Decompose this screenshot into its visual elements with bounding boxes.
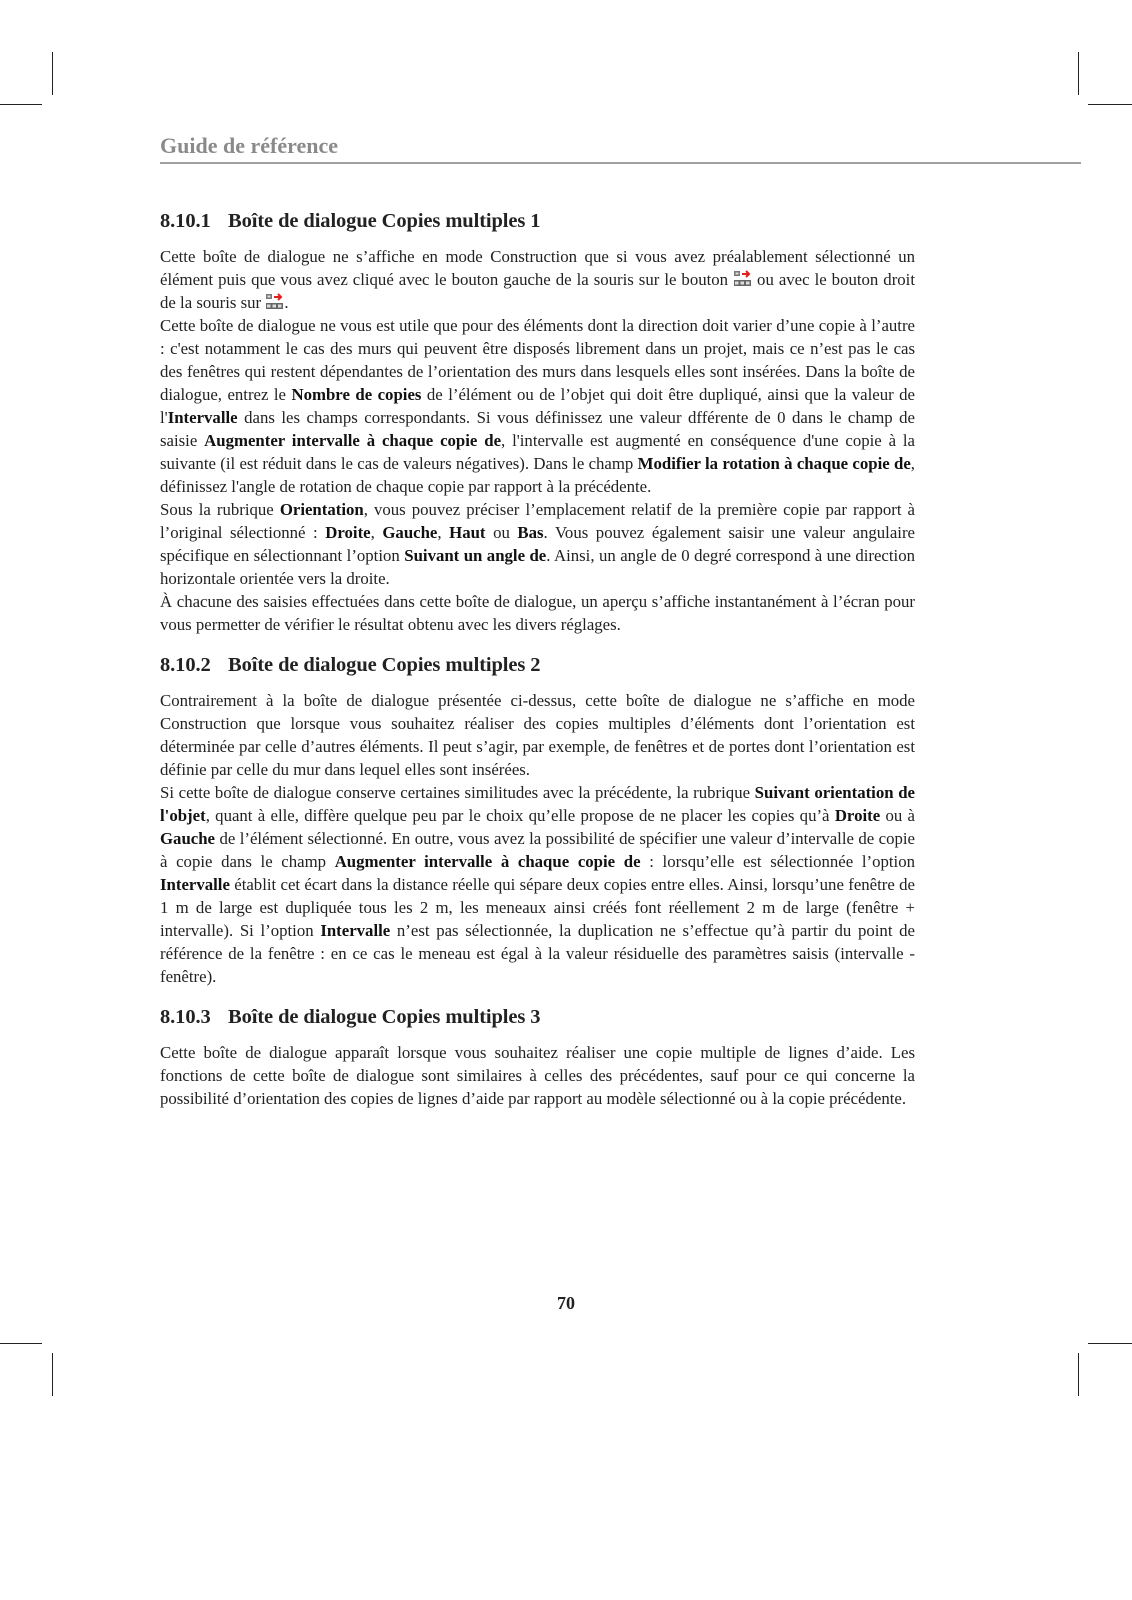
text-run: ou avec le bouton droit de la souris sur [160, 270, 915, 312]
bold-term: Gauche [160, 829, 216, 848]
text-run: Si cette boîte de dialogue conserve certaines similitudes avec la précédente, la rubrique [160, 783, 755, 802]
bold-term: Bas [517, 523, 544, 542]
section-8-10-3 [160, 1006, 915, 1110]
bold-term: Suivant orientation de l'objet [160, 783, 915, 825]
text-run: , [437, 523, 450, 542]
crop-mark-top-left-vertical [52, 52, 53, 95]
text-run: Contrairement à la boîte de dialogue présentée ci-dessus, cette boîte de dialogue ne s’affiche en mode Construction que lorsque vous souhaitez réaliser des copies multiples d’éléments dont l’orientation est déterminée par celle d’autres éléments. Il peut s’agir, par exemple, de fenêtres et de portes dont l’orientation est définie par celle du mur dans lequel elles sont insérées. [160, 691, 915, 779]
text-run: . [284, 293, 289, 312]
text-run: . Vous pouvez également saisir une valeur angulaire spécifique en sélectionnant l’option [160, 523, 915, 565]
text-run: Sous la rubrique [160, 500, 280, 519]
section-heading [160, 210, 915, 233]
crop-mark-top-left-horizontal [0, 104, 42, 105]
text-run: de l’élément sélectionné. En outre, vous avez la possibilité de spécifier une valeur d’intervalle de copie à copie dans le champ [160, 829, 915, 871]
header-rule [160, 162, 1081, 164]
crop-mark-bottom-right-vertical [1078, 1353, 1079, 1396]
text-run: Cette boîte de dialogue ne vous est utile que pour des éléments dont la direction doit varier d’une copie à l’autre : c'est notamment le cas des murs qui peuvent être disposés librement dans un projet, mais ce n’est pas le cas des fenêtres qui restent dépendantes de l’orientation des murs dans lesquels elles sont insérées. Dans la boîte de dialogue, entrez le [160, 316, 915, 404]
text-run: Cette boîte de dialogue ne s’affiche en mode Construction que si vous avez préalablement sélectionné un élément puis que vous avez cliqué avec le bouton gauche de la souris sur le bouton [160, 247, 915, 289]
section-8-10-2 [160, 654, 915, 988]
crop-mark-bottom-left-horizontal [0, 1343, 42, 1344]
paragraph [160, 590, 915, 636]
text-run: , [370, 523, 383, 542]
crop-mark-bottom-left-vertical [52, 1353, 53, 1396]
bold-term: Droite [834, 806, 881, 825]
bold-term: Augmenter intervalle à chaque copie de [204, 431, 502, 450]
page-number: 70 [557, 1293, 575, 1313]
paragraph [160, 1041, 915, 1110]
section-title: Boîte de dialogue Copies multiples 2 [228, 654, 541, 676]
text-run: À chacune des saisies effectuées dans cette boîte de dialogue, un aperçu s’affiche instantanément à l’écran pour vous permetter de vérifier le résultat obtenu avec les divers réglages. [160, 592, 915, 634]
bold-term: Intervalle [167, 408, 238, 427]
paragraph [160, 781, 915, 988]
text-run: ou à [880, 806, 916, 825]
section-number: 8.10.1 [160, 210, 211, 232]
bold-term: Haut [449, 523, 486, 542]
text-run: , vous pouvez préciser l’emplacement relatif de la première copie par rapport à l’original sélectionné : [160, 500, 915, 542]
crop-mark-top-right-vertical [1078, 52, 1079, 95]
bold-term: Gauche [382, 523, 438, 542]
text-run: ou [485, 523, 518, 542]
section-title: Boîte de dialogue Copies multiples 3 [228, 1006, 541, 1028]
section-8-10-1 [160, 210, 915, 636]
text-run: , définissez l'angle de rotation de chaque copie par rapport à la précédente. [160, 454, 915, 496]
paragraph [160, 245, 915, 314]
section-heading [160, 1006, 915, 1029]
text-run: : lorsqu’elle est sélectionnée l’option [640, 852, 915, 871]
text-run: dans les champs correspondants. Si vous définissez une valeur dfférente de 0 dans le champ de saisie [160, 408, 915, 450]
running-header: Guide de référence [160, 133, 338, 158]
text-run: n’est pas sélectionnée, la duplication ne s’effectue qu’à partir du point de référence de la fenêtre : en ce cas le meneau est égal à la valeur résiduelle des paramètres saisis (intervalle - fenêtre). [160, 921, 915, 986]
paragraph [160, 314, 915, 498]
bold-term: Intervalle [320, 921, 391, 940]
text-run: établit cet écart dans la distance réelle qui sépare deux copies entre elles. Ainsi, lorsqu’une fenêtre de 1 m de large est dupliquée tous les 2 m, les meneaux ainsi créés font réellement 2 m de large (fenêtre + intervalle). Si l’option [160, 875, 915, 940]
text-run: de l’élément ou de l’objet qui doit être dupliqué, ainsi que la valeur de l' [160, 385, 915, 427]
text-run: , l'intervalle est augmenté en conséquence d'une copie à la suivante (il est réduit dans le cas de valeurs négatives). Dans le champ [160, 431, 916, 473]
section-number: 8.10.3 [160, 1006, 211, 1028]
crop-mark-bottom-right-horizontal [1088, 1343, 1132, 1344]
crop-mark-top-right-horizontal [1088, 104, 1132, 105]
text-run: Cette boîte de dialogue apparaît lorsque vous souhaitez réaliser une copie multiple de lignes d’aide. Les fonctions de cette boîte de dialogue sont similaires à celles des précédentes, sauf pour ce qui concerne la possibilité d’orientation des copies de lignes d’aide par rapport au modèle sélectionné ou à la copie précédente. [160, 1043, 915, 1108]
section-title: Boîte de dialogue Copies multiples 1 [228, 210, 541, 232]
paragraph [160, 498, 915, 590]
section-heading [160, 654, 915, 677]
page-content [160, 210, 915, 1128]
bold-term: Augmenter intervalle à chaque copie de [334, 852, 641, 871]
text-run: , quant à elle, diffère quelque peu par le choix qu’elle propose de ne placer les copies qu’à [205, 806, 835, 825]
bold-term: Modifier la rotation à chaque copie de [637, 454, 911, 473]
bold-term: Droite [325, 523, 371, 542]
bold-term: Suivant un angle de [404, 546, 547, 565]
paragraph [160, 689, 915, 781]
multiple-copies-icon [265, 293, 284, 310]
multiple-copies-icon [733, 270, 752, 287]
text-run: . Ainsi, un angle de 0 degré correspond à une direction horizontale orientée vers la droite. [160, 546, 915, 588]
bold-term: Nombre de copies [291, 385, 422, 404]
bold-term: Orientation [279, 500, 364, 519]
bold-term: Intervalle [160, 875, 230, 894]
section-number: 8.10.2 [160, 654, 211, 676]
